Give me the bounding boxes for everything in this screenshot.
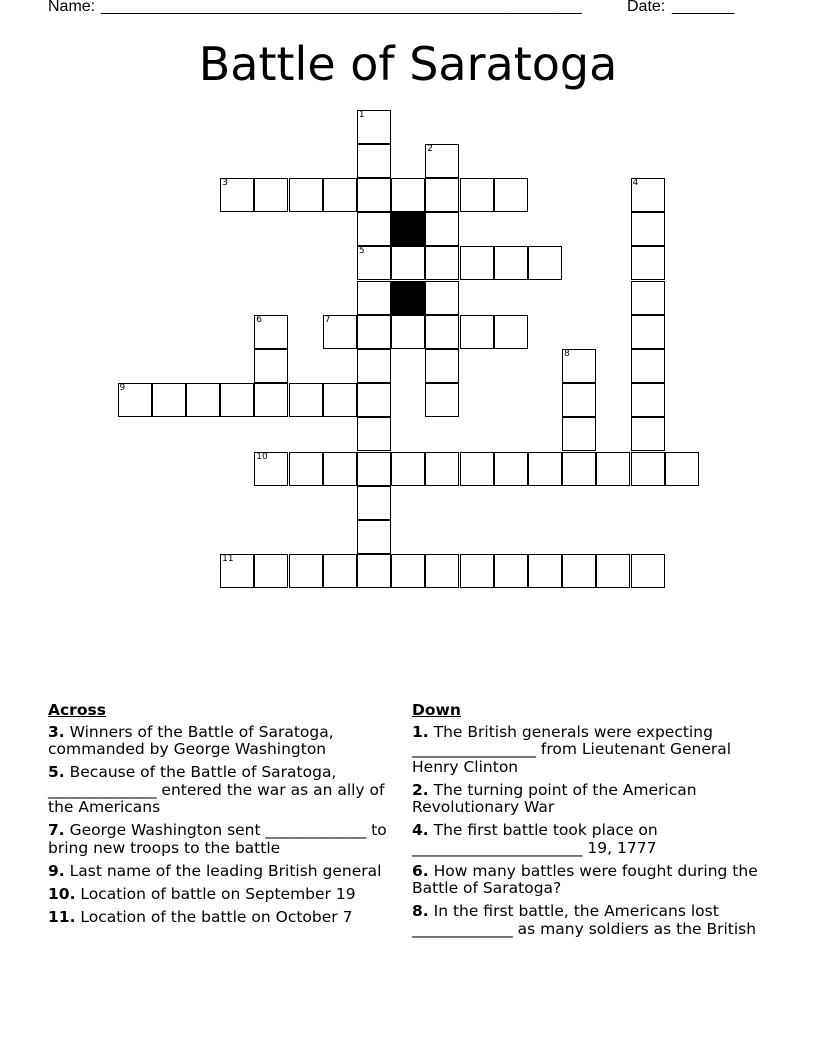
grid-cell[interactable] [152, 383, 186, 417]
grid-cell[interactable] [562, 383, 596, 417]
grid-cell[interactable] [323, 383, 357, 417]
grid-cell[interactable] [425, 452, 459, 486]
clue-item [48, 724, 403, 759]
clue-item [412, 782, 767, 817]
grid-cell[interactable] [254, 349, 288, 383]
grid-cell[interactable] [357, 246, 391, 280]
grid-cell[interactable] [391, 452, 425, 486]
grid-cell[interactable] [528, 554, 562, 588]
clue-number: 9. [48, 861, 65, 880]
grid-cell[interactable] [220, 554, 254, 588]
grid-cell[interactable] [357, 383, 391, 417]
grid-cell[interactable] [631, 554, 665, 588]
grid-cell[interactable] [323, 315, 357, 349]
clue-number: 4 [632, 177, 639, 188]
clue-text: Winners of the Battle of Saratoga, commanded by George Washington [48, 722, 334, 758]
down-clue-list [412, 724, 767, 939]
grid-cell[interactable] [460, 452, 494, 486]
clue-number: 6. [412, 861, 429, 880]
grid-cell[interactable] [391, 246, 425, 280]
grid-cell[interactable] [631, 178, 665, 212]
clue-number: 2 [427, 143, 434, 154]
clue-number: 4. [412, 821, 429, 839]
grid-cell[interactable] [528, 246, 562, 280]
date-label: Date: [627, 0, 666, 15]
grid-cell[interactable] [391, 178, 425, 212]
grid-cell[interactable] [562, 554, 596, 588]
grid-cell[interactable] [357, 212, 391, 246]
grid-cell[interactable] [323, 452, 357, 486]
grid-cell[interactable] [357, 144, 391, 178]
grid-cell[interactable] [631, 281, 665, 315]
grid-cell[interactable] [631, 452, 665, 486]
name-label: Name: [48, 0, 96, 15]
grid-cell[interactable] [425, 281, 459, 315]
clue-number: 5. [48, 763, 65, 781]
clue-number: 10 [256, 451, 268, 462]
grid-cell[interactable] [220, 178, 254, 212]
down-clues [412, 702, 767, 944]
grid-cell[interactable] [357, 520, 391, 554]
grid-cell[interactable] [289, 178, 323, 212]
down-heading: Down [412, 701, 461, 719]
grid-cell[interactable] [562, 417, 596, 451]
grid-cell[interactable] [425, 144, 459, 178]
grid-cell[interactable] [323, 178, 357, 212]
grid-cell[interactable] [494, 554, 528, 588]
grid-cell[interactable] [460, 554, 494, 588]
clue-number: 10. [48, 884, 76, 903]
grid-cell[interactable] [460, 246, 494, 280]
grid-cell[interactable] [289, 452, 323, 486]
grid-cell[interactable] [631, 212, 665, 246]
grid-cell[interactable] [357, 452, 391, 486]
grid-cell[interactable] [562, 349, 596, 383]
clue-number: 1. [412, 722, 429, 741]
clue-number: 2. [412, 780, 429, 799]
name-field[interactable]: ______________________________________________________ [101, 0, 582, 15]
clue-number: 7. [48, 821, 65, 839]
grid-cell[interactable] [528, 452, 562, 486]
grid-cell[interactable] [357, 178, 391, 212]
grid-cell[interactable] [254, 315, 288, 349]
grid-cell[interactable] [357, 349, 391, 383]
grid-cell[interactable] [425, 349, 459, 383]
grid-cell[interactable] [425, 212, 459, 246]
grid-cell[interactable] [186, 383, 220, 417]
clue-text: In the first battle, the Americans lost _____________ as many soldiers as the British [412, 902, 757, 938]
grid-cell[interactable] [425, 246, 459, 280]
grid-cell[interactable] [357, 110, 391, 144]
grid-cell[interactable] [631, 383, 665, 417]
across-clue-list [48, 724, 403, 927]
clue-text: Because of the Battle of Saratoga, ______________ entered the war as an ally of the Americans [48, 763, 385, 816]
clue-item [412, 903, 767, 938]
date-field[interactable]: _______ [672, 0, 735, 15]
grid-cell[interactable] [391, 554, 425, 588]
grid-cell[interactable] [425, 315, 459, 349]
black-cell [391, 281, 425, 315]
clue-text: George Washington sent _____________ to bring new troops to the battle [48, 821, 387, 857]
clue-number: 11. [48, 907, 76, 926]
grid-cell[interactable] [596, 452, 630, 486]
clue-text: The turning point of the American Revolutionary War [412, 780, 697, 816]
clue-number: 5 [358, 246, 365, 257]
grid-cell[interactable] [494, 452, 528, 486]
clue-number: 9 [119, 383, 126, 394]
grid-cell[interactable] [289, 383, 323, 417]
grid-cell[interactable] [425, 554, 459, 588]
clue-number: 7 [324, 314, 331, 325]
grid-cell[interactable] [357, 554, 391, 588]
grid-cell[interactable] [460, 315, 494, 349]
grid-cell[interactable] [631, 417, 665, 451]
clue-number: 3 [222, 177, 228, 188]
grid-cell[interactable] [631, 246, 665, 280]
grid-cell[interactable] [425, 178, 459, 212]
clue-item [412, 863, 767, 898]
clue-number: 6 [256, 314, 263, 325]
grid-cell[interactable] [631, 315, 665, 349]
clue-item [48, 863, 403, 881]
clue-number: 8. [412, 902, 429, 920]
across-clues [48, 702, 403, 932]
grid-cell[interactable] [220, 383, 254, 417]
clue-text: The British generals were expecting ________________ from Lieutenant General Henry Clinton [412, 722, 732, 776]
grid-cell[interactable] [357, 281, 391, 315]
grid-cell[interactable] [323, 554, 357, 588]
clue-text: Last name of the leading British general [69, 861, 382, 880]
clue-item [48, 909, 403, 927]
grid-cell[interactable] [254, 383, 288, 417]
clue-text: Location of the battle on October 7 [80, 907, 353, 926]
grid-cell[interactable] [118, 383, 152, 417]
grid-cell[interactable] [254, 554, 288, 588]
clue-item [48, 886, 403, 904]
grid-cell[interactable] [425, 383, 459, 417]
clue-number: 8 [564, 348, 570, 359]
clue-text: Location of battle on September 19 [80, 884, 356, 903]
grid-cell[interactable] [562, 452, 596, 486]
grid-cell[interactable] [391, 315, 425, 349]
clue-item [48, 764, 403, 817]
clue-number: 3. [48, 722, 65, 741]
clue-item [412, 822, 767, 857]
black-cell [391, 212, 425, 246]
grid-cell[interactable] [596, 554, 630, 588]
clue-number: 1 [358, 109, 365, 120]
clue-text: The first battle took place on ______________________ 19, 1777 [412, 821, 658, 857]
grid-cell[interactable] [494, 315, 528, 349]
clue-item [48, 822, 403, 857]
grid-cell[interactable] [665, 452, 699, 486]
grid-cell[interactable] [357, 315, 391, 349]
grid-cell[interactable] [254, 452, 288, 486]
grid-cell[interactable] [289, 554, 323, 588]
page-title: Battle of Saratoga [198, 37, 618, 91]
grid-cell[interactable] [460, 178, 494, 212]
grid-cell[interactable] [254, 178, 288, 212]
clue-text: How many battles were fought during the Battle of Saratoga? [412, 861, 758, 897]
grid-cell[interactable] [494, 178, 528, 212]
clue-number: 11 [222, 554, 234, 565]
across-heading: Across [48, 701, 106, 719]
clue-item [412, 724, 767, 777]
grid-cell[interactable] [494, 246, 528, 280]
grid-cell[interactable] [631, 349, 665, 383]
grid-cell[interactable] [357, 417, 391, 451]
grid-cell[interactable] [357, 486, 391, 520]
